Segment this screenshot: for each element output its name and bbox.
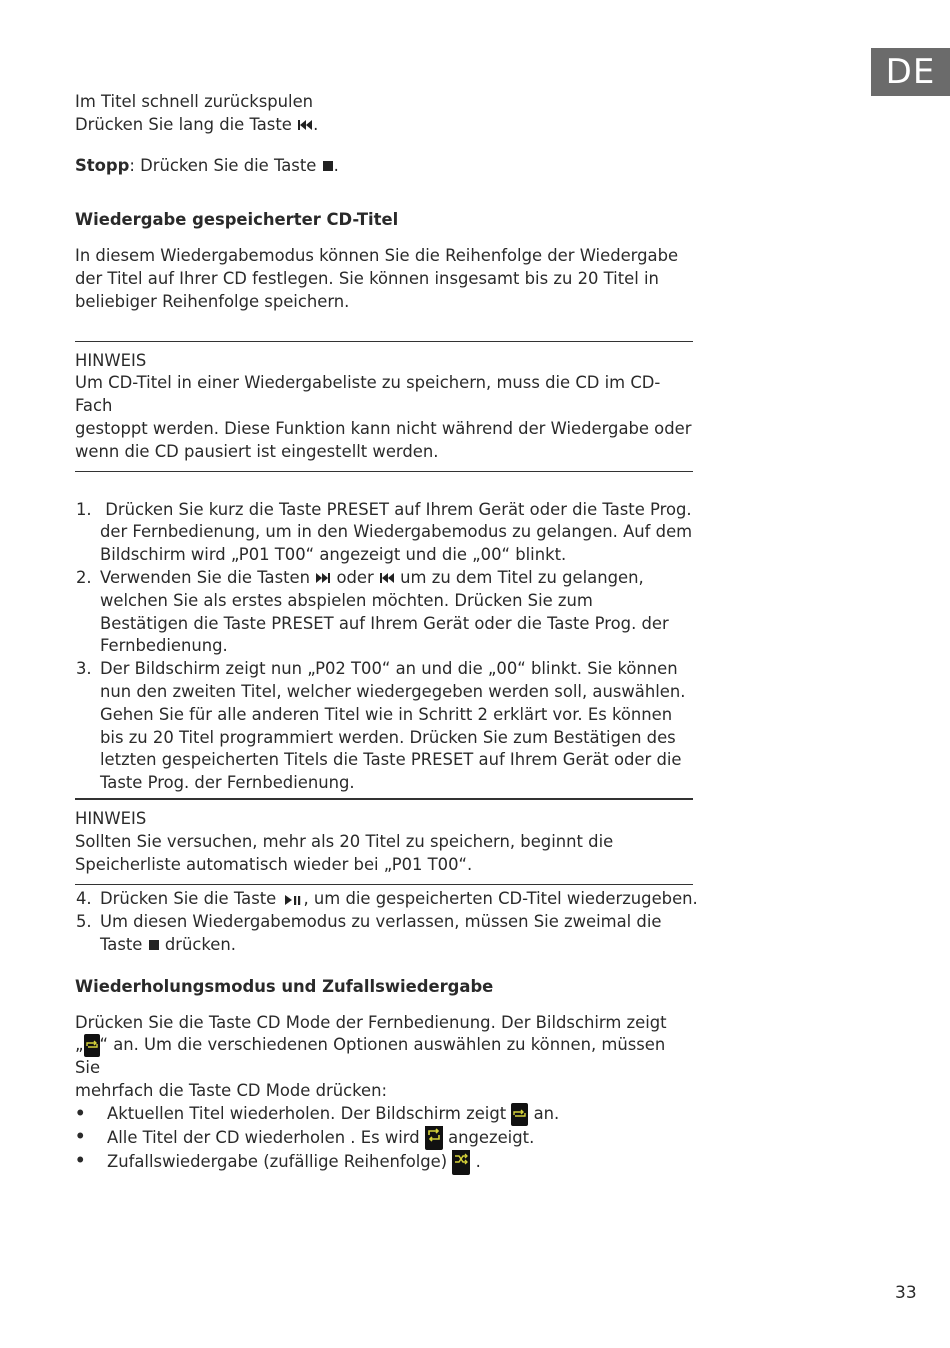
note-divider-bottom (75, 884, 693, 885)
page-content (75, 91, 698, 1175)
list-item: 5. Um diesen Wiedergabemodus zu verlassen, müssen Sie zweimal die Taste drücken. (76, 912, 662, 954)
skip-back-icon (379, 572, 395, 584)
section-title-repeat-shuffle: Wiederholungsmodus und Zufallswiedergabe (75, 976, 494, 996)
list-item: 3. Der Bildschirm zeigt nun „P02 T00“ an und die „00“ blinkt. Sie können nun den zweiten Titel, welcher wiedergegeben werden soll, auswählen. Gehen Sie für alle anderen Titel wie in Schritt 2 erklärt vor. Es können bis zu 20 Titel programmiert werden. Drücken Sie zum Bestätigen des letzten gespeicherten Titels die Taste PRESET auf Ihrem Gerät oder die Taste Prog. der Fernbedienung. (76, 659, 686, 793)
steps-list (75, 499, 693, 795)
section-title-stored-tracks: Wiedergabe gespeicherter CD-Titel (75, 210, 399, 230)
list-item: • Alle Titel der CD wiederholen . Es wird angezeigt. (75, 1126, 693, 1151)
rewind-instruction: Drücken Sie lang die Taste . (75, 114, 319, 134)
note-label: HINWEIS (75, 808, 147, 828)
mode-options-list (75, 1103, 693, 1175)
repeat-all-display-icon (425, 1126, 443, 1151)
list-item: • Aktuellen Titel wiederholen. Der Bildschirm zeigt an. (75, 1103, 693, 1126)
language-badge: DE (871, 48, 950, 96)
skip-forward-icon (315, 572, 331, 584)
steps-list-continued (75, 888, 698, 956)
stop-label: Stopp (75, 155, 130, 175)
note-divider-bottom (75, 471, 693, 472)
repeat-one-display-icon (511, 1103, 528, 1126)
list-item: • Zufallswiedergabe (zufällige Reihenfolge) . (75, 1150, 693, 1175)
stop-instruction: Stopp: Drücken Sie die Taste . (75, 155, 339, 175)
stop-icon (322, 160, 334, 172)
play-pause-icon (281, 894, 303, 906)
note-box: HINWEIS Sollten Sie versuchen, mehr als 20 Titel zu speichern, beginnt die Speicherliste automatisch wieder bei „P01 T00“. (75, 800, 693, 876)
skip-back-icon (297, 119, 313, 131)
stop-icon (148, 939, 160, 951)
rewind-heading: Im Titel schnell zurückspulen (75, 92, 314, 111)
list-item: 2. Verwenden Sie die Tasten oder um zu dem Titel zu gelangen, welchen Sie als erstes abspielen möchten. Drücken Sie zum Bestätigen die Taste PRESET auf Ihrem Gerät oder die Taste Prog. der Fernbedienung. (76, 567, 669, 656)
page-number: 33 (895, 1283, 917, 1303)
section-body: Drücken Sie die Taste CD Mode der Fernbedienung. Der Bildschirm zeigt „ “ an. Um die verschiedenen Optionen auswählen zu können, müssen Sie mehrfach die Taste CD Mode drücken: • Aktuellen Titel wiederholen. Der Bildschirm zeigt an. • Alle Titel der CD wiederholen . Es wird angezeigt. • Zufallswiedergabe (zufällige Reihenfolge) . (75, 1012, 693, 1176)
section-intro: In diesem Wiedergabemodus können Sie die Reihenfolge der Wiedergabe der Titel auf Ihrer CD festlegen. Sie können insgesamt bis zu 20 Titel in beliebiger Reihenfolge speichern. (75, 246, 679, 311)
list-item: 1. Drücken Sie kurz die Taste PRESET auf Ihrem Gerät oder die Taste Prog. der Fernbedienung, um in den Wiedergabemodus zu gelangen. Auf dem Bildschirm wird „P01 T00“ angezeigt und die „00“ blinkt. (76, 499, 693, 565)
list-item: 4. Drücken Sie die Taste , um die gespeicherten CD-Titel wiederzugeben. (76, 889, 698, 909)
note-box: HINWEIS Um CD-Titel in einer Wiedergabeliste zu speichern, muss die CD im CD-Fach gestoppt werden. Diese Funktion kann nicht während der Wiedergabe oder wenn die CD pausiert ist eingestellt werden. (75, 350, 692, 461)
repeat-one-display-icon (84, 1034, 100, 1057)
note-label: HINWEIS (75, 350, 147, 370)
shuffle-display-icon (452, 1150, 470, 1175)
